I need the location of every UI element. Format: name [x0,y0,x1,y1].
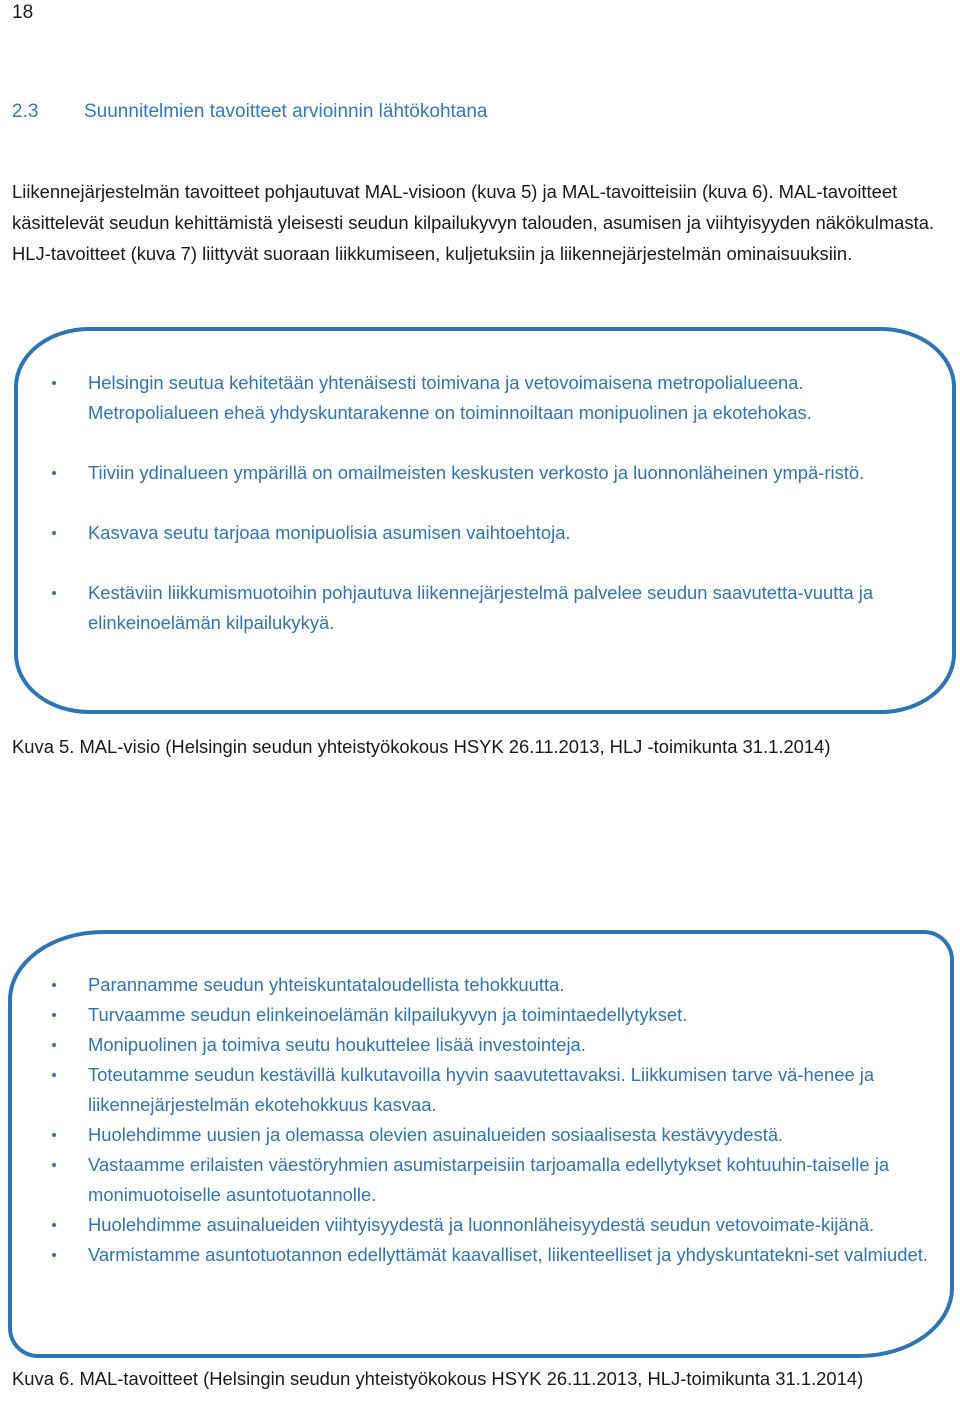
bullet-icon [52,591,56,595]
intro-paragraph [12,176,952,269]
figure5-item: Kestäviin liikkumismuotoihin pohjautuva liikennejärjestelmä palvelee seudun saavutetta-vuutta ja elinkeinoelämän kilpailukykyä. [12,578,932,638]
figure6-item: Varmistamme asuntotuotannon edellyttämät kaavalliset, liikenteelliset ja yhdyskuntatekni-set valmiudet. [12,1240,932,1270]
figure6-list [12,970,932,1270]
bullet-icon [52,1253,56,1257]
figure6-item: Parannamme seudun yhteiskuntataloudellista tehokkuutta. [12,970,932,1000]
figure6-item: Huolehdimme uusien ja olemassa olevien asuinalueiden sosiaalisesta kestävyydestä. [12,1120,932,1150]
section-number: 2.3 [12,101,39,122]
figure6-item: Vastaamme erilaisten väestöryhmien asumistarpeisiin tarjoamalla edellytykset kohtuuhin-taiselle ja monimuotoiselle asuntotuotannolle. [12,1150,932,1210]
section-heading [12,101,488,123]
figure5-item: Tiiviin ydinalueen ympärillä on omailmeisten keskusten verkosto ja luonnonläheinen ympä-ristö. [12,458,932,488]
intro-text: Liikennejärjestelmän tavoitteet pohjautuvat MAL-visioon (kuva 5) ja MAL-tavoitteisiin (kuva 6). MAL-tavoitteet käsittelevät seudun kehittämistä yleisesti seudun kilpailukyvyn talouden, asumisen ja viihtyisyyden näkökulmasta. HLJ-tavoitteet (kuva 7) liittyvät suoraan liikkumiseen, kuljetuksiin ja liikennejärjestelmän ominaisuuksiin. [12,181,935,264]
bullet-icon [52,1163,56,1167]
bullet-icon [52,1133,56,1137]
bullet-icon [52,1043,56,1047]
figure5-caption: Kuva 5. MAL-visio (Helsingin seudun yhteistyökokous HSYK 26.11.2013, HLJ -toimikunta 31.1.2014) [12,736,831,757]
bullet-icon [52,1223,56,1227]
bullet-icon [52,983,56,987]
figure5-item: Metropolialueen eheä yhdyskuntarakenne on toiminnoiltaan monipuolinen ja ekotehokas. [88,402,812,423]
bullet-icon [52,1013,56,1017]
figure6-item: Toteutamme seudun kestävillä kulkutavoilla hyvin saavutettavaksi. Liikkumisen tarve vä-henee ja liikennejärjestelmän ekotehokkuus kasvaa. [12,1060,932,1120]
section-title: Suunnitelmien tavoitteet arvioinnin lähtökohtana [84,101,488,122]
figure6-item: Monipuolinen ja toimiva seutu houkuttelee lisää investointeja. [12,1030,932,1060]
figure5-item: Kasvava seutu tarjoaa monipuolisia asumisen vaihtoehtoja. [12,518,932,548]
bullet-icon [52,1073,56,1077]
bullet-icon [52,471,56,475]
figure6-item: Huolehdimme asuinalueiden viihtyisyydestä ja luonnonläheisyydestä seudun vetovoimate-kijänä. [12,1210,932,1240]
figure6-caption: Kuva 6. MAL-tavoitteet (Helsingin seudun yhteistyökokous HSYK 26.11.2013, HLJ-toimikunta 31.1.2014) [12,1368,864,1389]
figure5-item: Helsingin seutua kehitetään yhtenäisesti toimivana ja vetovoimaisena metropolialueena. [12,368,932,398]
page-number: 18 [12,2,34,23]
bullet-icon [52,381,56,385]
bullet-icon [52,531,56,535]
figure5-list [12,368,932,638]
figure6-item: Turvaamme seudun elinkeinoelämän kilpailukyvyn ja toimintaedellytykset. [12,1000,932,1030]
